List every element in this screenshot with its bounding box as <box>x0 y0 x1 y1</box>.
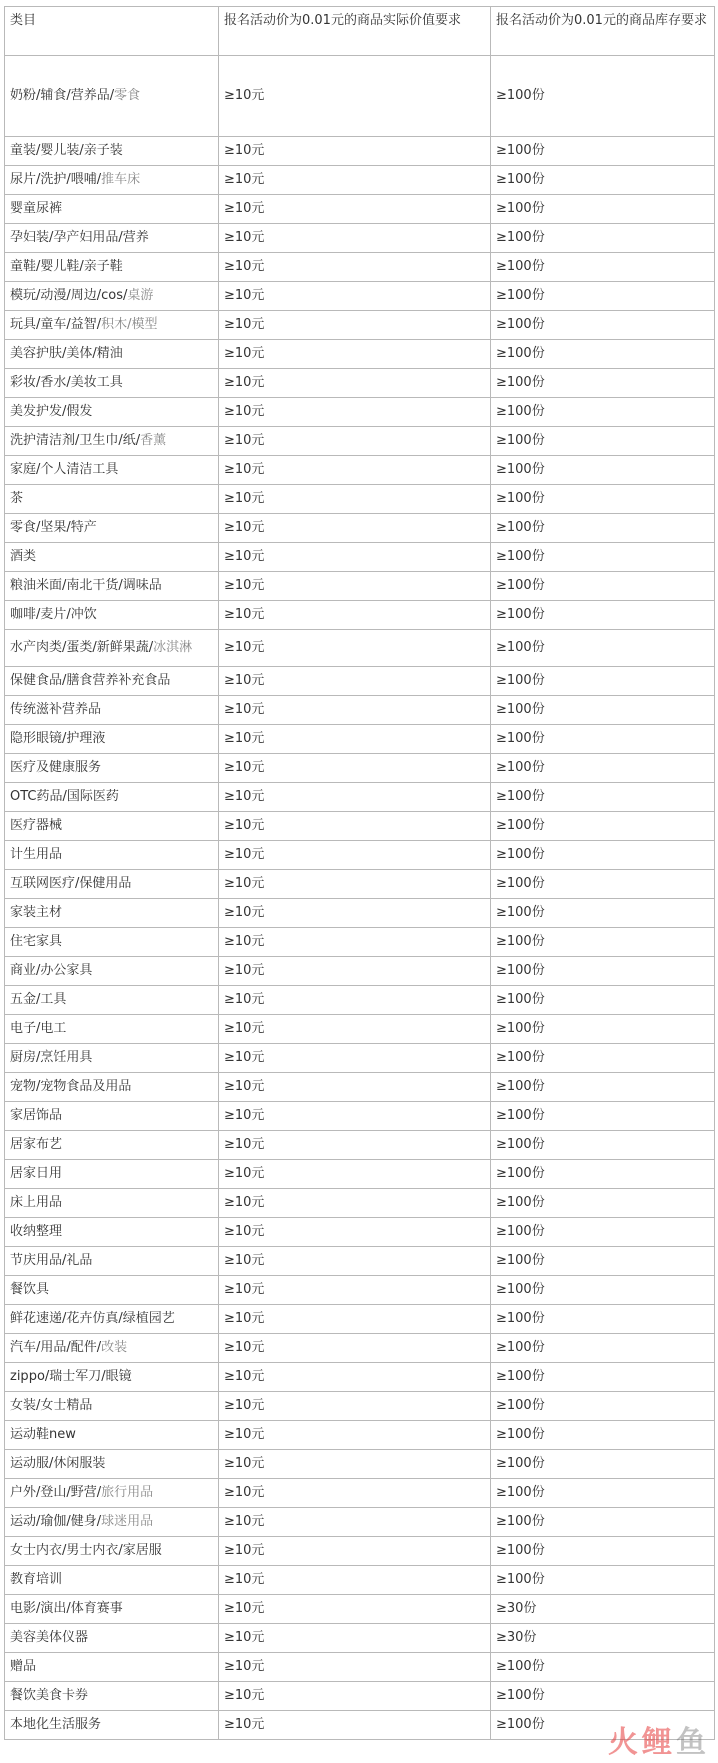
category-text: 运动/瑜伽/健身/ <box>10 1514 102 1529</box>
category-text: 模玩/动漫/周边/cos/ <box>10 288 128 303</box>
category-text: 收纳整理 <box>10 1224 63 1239</box>
cell-category <box>5 725 219 754</box>
cell-category <box>5 1276 219 1305</box>
cell-value-requirement: ≥10元 <box>219 1218 491 1247</box>
cell-category <box>5 1015 219 1044</box>
table-row <box>5 398 715 427</box>
cell-category <box>5 572 219 601</box>
category-text: 床上用品 <box>10 1195 63 1210</box>
cell-stock-requirement: ≥100份 <box>491 56 715 137</box>
cell-stock-requirement: ≥100份 <box>491 986 715 1015</box>
cell-category <box>5 1044 219 1073</box>
category-text: 奶粉/辅食/营养品/ <box>10 88 115 103</box>
category-muted-text: 旅行用品 <box>101 1485 154 1500</box>
cell-category <box>5 1479 219 1508</box>
cell-value-requirement: ≥10元 <box>219 928 491 957</box>
cell-stock-requirement: ≥100份 <box>491 1276 715 1305</box>
cell-value-requirement: ≥10元 <box>219 1276 491 1305</box>
cell-category <box>5 456 219 485</box>
category-text: 电子/电工 <box>10 1021 67 1036</box>
cell-category <box>5 1218 219 1247</box>
cell-category <box>5 1653 219 1682</box>
cell-category <box>5 601 219 630</box>
cell-stock-requirement: ≥100份 <box>491 1131 715 1160</box>
cell-value-requirement: ≥10元 <box>219 195 491 224</box>
cell-value-requirement: ≥10元 <box>219 224 491 253</box>
cell-category <box>5 224 219 253</box>
cell-stock-requirement: ≥100份 <box>491 1334 715 1363</box>
cell-value-requirement: ≥10元 <box>219 1334 491 1363</box>
cell-stock-requirement: ≥100份 <box>491 253 715 282</box>
category-text: 教育培训 <box>10 1572 63 1587</box>
category-text: 商业/办公家具 <box>10 963 93 978</box>
category-text: 美容护肤/美体/精油 <box>10 346 123 361</box>
category-text: 居家日用 <box>10 1166 63 1181</box>
category-text: 厨房/烹饪用具 <box>10 1050 93 1065</box>
cell-category <box>5 1537 219 1566</box>
category-text: 童鞋/婴儿鞋/亲子鞋 <box>10 259 123 274</box>
cell-category <box>5 282 219 311</box>
cell-category <box>5 1073 219 1102</box>
cell-value-requirement: ≥10元 <box>219 1102 491 1131</box>
table-row <box>5 986 715 1015</box>
category-text: 医疗器械 <box>10 818 63 833</box>
category-text: 玩具/童车/益智/ <box>10 317 102 332</box>
category-muted-text: 改装 <box>101 1340 128 1355</box>
cell-value-requirement: ≥10元 <box>219 340 491 369</box>
table-row <box>5 1421 715 1450</box>
cell-category <box>5 1102 219 1131</box>
cell-category <box>5 1247 219 1276</box>
cell-category <box>5 812 219 841</box>
table-row <box>5 1276 715 1305</box>
table-row <box>5 195 715 224</box>
cell-stock-requirement: ≥100份 <box>491 1653 715 1682</box>
table-row <box>5 696 715 725</box>
header-value-requirement: 报名活动价为0.01元的商品实际价值要求 <box>219 7 491 56</box>
cell-stock-requirement: ≥100份 <box>491 572 715 601</box>
cell-stock-requirement: ≥100份 <box>491 812 715 841</box>
cell-stock-requirement: ≥100份 <box>491 456 715 485</box>
table-header-row <box>5 7 715 56</box>
cell-value-requirement: ≥10元 <box>219 812 491 841</box>
cell-value-requirement: ≥10元 <box>219 1508 491 1537</box>
cell-value-requirement: ≥10元 <box>219 56 491 137</box>
table-row <box>5 369 715 398</box>
category-text: 户外/登山/野营/ <box>10 1485 102 1500</box>
table-row <box>5 1160 715 1189</box>
cell-stock-requirement: ≥100份 <box>491 1566 715 1595</box>
cell-stock-requirement: ≥100份 <box>491 1363 715 1392</box>
category-text: 赠品 <box>10 1659 37 1674</box>
category-text: 家居饰品 <box>10 1108 63 1123</box>
cell-value-requirement: ≥10元 <box>219 1363 491 1392</box>
category-text: 鲜花速递/花卉仿真/绿植园艺 <box>10 1311 175 1326</box>
cell-stock-requirement: ≥100份 <box>491 696 715 725</box>
cell-value-requirement: ≥10元 <box>219 572 491 601</box>
cell-value-requirement: ≥10元 <box>219 667 491 696</box>
category-text: 汽车/用品/配件/ <box>10 1340 102 1355</box>
cell-category <box>5 1334 219 1363</box>
cell-category <box>5 630 219 667</box>
category-text: 女士内衣/男士内衣/家居服 <box>10 1543 162 1558</box>
cell-value-requirement: ≥10元 <box>219 986 491 1015</box>
table-row <box>5 630 715 667</box>
category-muted-text: 香薰 <box>140 433 167 448</box>
cell-value-requirement: ≥10元 <box>219 1421 491 1450</box>
table-row <box>5 253 715 282</box>
cell-stock-requirement: ≥100份 <box>491 485 715 514</box>
cell-stock-requirement: ≥100份 <box>491 783 715 812</box>
table-row <box>5 725 715 754</box>
cell-category <box>5 957 219 986</box>
watermark-fish-text: 鱼 <box>676 1725 710 1760</box>
header-stock-requirement: 报名活动价为0.01元的商品库存要求 <box>491 7 715 56</box>
table-row <box>5 224 715 253</box>
cell-value-requirement: ≥10元 <box>219 456 491 485</box>
category-text: OTC药品/国际医药 <box>10 789 119 804</box>
cell-stock-requirement: ≥100份 <box>491 340 715 369</box>
table-row <box>5 514 715 543</box>
cell-stock-requirement: ≥100份 <box>491 224 715 253</box>
table-row <box>5 427 715 456</box>
cell-value-requirement: ≥10元 <box>219 543 491 572</box>
table-row <box>5 1392 715 1421</box>
cell-stock-requirement: ≥100份 <box>491 1218 715 1247</box>
cell-category <box>5 1450 219 1479</box>
cell-stock-requirement: ≥30份 <box>491 1595 715 1624</box>
watermark-text: 火鲤 <box>608 1725 676 1760</box>
category-text: 运动服/休闲服装 <box>10 1456 106 1471</box>
table-row <box>5 1711 715 1740</box>
cell-stock-requirement: ≥100份 <box>491 899 715 928</box>
table-row <box>5 1044 715 1073</box>
cell-category <box>5 195 219 224</box>
cell-value-requirement: ≥10元 <box>219 166 491 195</box>
cell-category <box>5 514 219 543</box>
cell-category <box>5 543 219 572</box>
cell-category <box>5 427 219 456</box>
cell-value-requirement: ≥10元 <box>219 1044 491 1073</box>
cell-stock-requirement: ≥100份 <box>491 1508 715 1537</box>
cell-value-requirement: ≥10元 <box>219 253 491 282</box>
category-text: 宠物/宠物食品及用品 <box>10 1079 132 1094</box>
cell-category <box>5 166 219 195</box>
cell-category <box>5 928 219 957</box>
table-row <box>5 485 715 514</box>
cell-category <box>5 1682 219 1711</box>
table-row <box>5 841 715 870</box>
cell-stock-requirement: ≥100份 <box>491 841 715 870</box>
cell-category <box>5 398 219 427</box>
cell-category <box>5 1305 219 1334</box>
cell-stock-requirement: ≥100份 <box>491 1711 715 1740</box>
category-text: 本地化生活服务 <box>10 1717 102 1732</box>
cell-value-requirement: ≥10元 <box>219 1479 491 1508</box>
cell-stock-requirement: ≥100份 <box>491 282 715 311</box>
cell-stock-requirement: ≥100份 <box>491 1392 715 1421</box>
cell-stock-requirement: ≥100份 <box>491 725 715 754</box>
category-muted-text: 推车床 <box>101 172 141 187</box>
cell-category <box>5 754 219 783</box>
cell-stock-requirement: ≥100份 <box>491 514 715 543</box>
cell-value-requirement: ≥10元 <box>219 282 491 311</box>
cell-stock-requirement: ≥100份 <box>491 137 715 166</box>
cell-value-requirement: ≥10元 <box>219 754 491 783</box>
cell-stock-requirement: ≥100份 <box>491 1682 715 1711</box>
cell-value-requirement: ≥10元 <box>219 870 491 899</box>
cell-stock-requirement: ≥100份 <box>491 166 715 195</box>
cell-category <box>5 1363 219 1392</box>
category-text: 咖啡/麦片/冲饮 <box>10 607 97 622</box>
table-row <box>5 1305 715 1334</box>
table-row <box>5 812 715 841</box>
cell-value-requirement: ≥10元 <box>219 1073 491 1102</box>
category-text: 水产肉类/蛋类/新鲜果蔬/ <box>10 640 154 655</box>
cell-category <box>5 667 219 696</box>
table-row <box>5 928 715 957</box>
cell-category <box>5 1392 219 1421</box>
cell-stock-requirement: ≥100份 <box>491 957 715 986</box>
category-muted-text: 桌游 <box>127 288 154 303</box>
table-row <box>5 1334 715 1363</box>
cell-value-requirement: ≥10元 <box>219 1160 491 1189</box>
cell-category <box>5 311 219 340</box>
cell-value-requirement: ≥10元 <box>219 1015 491 1044</box>
cell-stock-requirement: ≥100份 <box>491 1189 715 1218</box>
cell-category <box>5 1421 219 1450</box>
cell-category <box>5 1624 219 1653</box>
table-row <box>5 1102 715 1131</box>
table-row <box>5 137 715 166</box>
cell-stock-requirement: ≥100份 <box>491 870 715 899</box>
cell-value-requirement: ≥10元 <box>219 783 491 812</box>
cell-category <box>5 899 219 928</box>
cell-value-requirement: ≥10元 <box>219 1566 491 1595</box>
cell-value-requirement: ≥10元 <box>219 1653 491 1682</box>
cell-category <box>5 137 219 166</box>
category-text: 传统滋补营养品 <box>10 702 102 717</box>
cell-value-requirement: ≥10元 <box>219 485 491 514</box>
table-row <box>5 311 715 340</box>
table-row <box>5 601 715 630</box>
cell-stock-requirement: ≥100份 <box>491 1015 715 1044</box>
cell-value-requirement: ≥10元 <box>219 1450 491 1479</box>
cell-stock-requirement: ≥100份 <box>491 311 715 340</box>
cell-value-requirement: ≥10元 <box>219 514 491 543</box>
table-row <box>5 1566 715 1595</box>
cell-stock-requirement: ≥100份 <box>491 398 715 427</box>
category-text: 电影/演出/体育赛事 <box>10 1601 123 1616</box>
cell-category <box>5 1711 219 1740</box>
category-text: 居家布艺 <box>10 1137 63 1152</box>
cell-category <box>5 1508 219 1537</box>
cell-category <box>5 696 219 725</box>
cell-value-requirement: ≥10元 <box>219 601 491 630</box>
cell-stock-requirement: ≥100份 <box>491 601 715 630</box>
cell-stock-requirement: ≥100份 <box>491 630 715 667</box>
category-text: 美发护发/假发 <box>10 404 93 419</box>
cell-stock-requirement: ≥100份 <box>491 1044 715 1073</box>
table-row <box>5 166 715 195</box>
category-text: 女装/女士精品 <box>10 1398 93 1413</box>
table-row <box>5 899 715 928</box>
table-row <box>5 1247 715 1276</box>
table-row <box>5 667 715 696</box>
category-text: 孕妇装/孕产妇用品/营养 <box>10 230 149 245</box>
category-text: 节庆用品/礼品 <box>10 1253 93 1268</box>
category-text: 运动鞋new <box>10 1427 76 1442</box>
cell-stock-requirement: ≥100份 <box>491 369 715 398</box>
table-row <box>5 1508 715 1537</box>
cell-value-requirement: ≥10元 <box>219 427 491 456</box>
category-text: zippo/瑞士军刀/眼镜 <box>10 1369 132 1384</box>
cell-category <box>5 253 219 282</box>
cell-stock-requirement: ≥100份 <box>491 1073 715 1102</box>
cell-value-requirement: ≥10元 <box>219 369 491 398</box>
category-text: 互联网医疗/保健用品 <box>10 876 132 891</box>
category-text: 童装/婴儿装/亲子装 <box>10 143 123 158</box>
table-row <box>5 1682 715 1711</box>
cell-value-requirement: ≥10元 <box>219 311 491 340</box>
cell-category <box>5 1160 219 1189</box>
cell-value-requirement: ≥10元 <box>219 957 491 986</box>
category-requirements-table <box>4 6 715 1740</box>
cell-category <box>5 56 219 137</box>
cell-value-requirement: ≥10元 <box>219 1305 491 1334</box>
cell-value-requirement: ≥10元 <box>219 841 491 870</box>
category-text: 酒类 <box>10 549 37 564</box>
cell-stock-requirement: ≥100份 <box>491 667 715 696</box>
cell-value-requirement: ≥10元 <box>219 1537 491 1566</box>
cell-stock-requirement: ≥100份 <box>491 1479 715 1508</box>
cell-value-requirement: ≥10元 <box>219 1624 491 1653</box>
cell-category <box>5 870 219 899</box>
table-row <box>5 870 715 899</box>
cell-value-requirement: ≥10元 <box>219 1392 491 1421</box>
cell-category <box>5 986 219 1015</box>
category-text: 彩妆/香水/美妆工具 <box>10 375 123 390</box>
category-text: 保健食品/膳食营养补充食品 <box>10 673 171 688</box>
cell-stock-requirement: ≥100份 <box>491 1305 715 1334</box>
table-row <box>5 282 715 311</box>
category-text: 零食/坚果/特产 <box>10 520 97 535</box>
cell-stock-requirement: ≥30份 <box>491 1624 715 1653</box>
category-text: 婴童尿裤 <box>10 201 63 216</box>
category-text: 隐形眼镜/护理液 <box>10 731 106 746</box>
header-category: 类目 <box>5 7 219 56</box>
table-row <box>5 456 715 485</box>
cell-value-requirement: ≥10元 <box>219 1682 491 1711</box>
category-text: 餐饮美食卡券 <box>10 1688 89 1703</box>
table-row <box>5 1450 715 1479</box>
table-row <box>5 1595 715 1624</box>
table-row <box>5 543 715 572</box>
cell-category <box>5 1131 219 1160</box>
cell-category <box>5 1566 219 1595</box>
category-text: 家装主材 <box>10 905 63 920</box>
cell-value-requirement: ≥10元 <box>219 1247 491 1276</box>
cell-value-requirement: ≥10元 <box>219 696 491 725</box>
cell-stock-requirement: ≥100份 <box>491 1102 715 1131</box>
table-row <box>5 572 715 601</box>
category-text: 洗护清洁剂/卫生巾/纸/ <box>10 433 141 448</box>
cell-stock-requirement: ≥100份 <box>491 1450 715 1479</box>
table-row <box>5 1537 715 1566</box>
cell-stock-requirement: ≥100份 <box>491 928 715 957</box>
category-text: 餐饮具 <box>10 1282 50 1297</box>
cell-stock-requirement: ≥100份 <box>491 1421 715 1450</box>
cell-value-requirement: ≥10元 <box>219 1711 491 1740</box>
cell-value-requirement: ≥10元 <box>219 1189 491 1218</box>
category-text: 尿片/洗护/喂哺/ <box>10 172 102 187</box>
table-row <box>5 1363 715 1392</box>
table-body <box>5 56 715 1740</box>
category-muted-text: 冰淇淋 <box>153 640 193 655</box>
cell-category <box>5 340 219 369</box>
table-row <box>5 754 715 783</box>
category-text: 粮油米面/南北干货/调味品 <box>10 578 162 593</box>
table-row <box>5 1653 715 1682</box>
table-row <box>5 56 715 137</box>
category-muted-text: 积木/模型 <box>101 317 158 332</box>
cell-category <box>5 841 219 870</box>
table-row <box>5 1624 715 1653</box>
category-text: 五金/工具 <box>10 992 67 1007</box>
cell-category <box>5 1189 219 1218</box>
table-row <box>5 783 715 812</box>
cell-category <box>5 1595 219 1624</box>
category-text: 计生用品 <box>10 847 63 862</box>
cell-stock-requirement: ≥100份 <box>491 1247 715 1276</box>
cell-value-requirement: ≥10元 <box>219 899 491 928</box>
category-text: 茶 <box>10 491 24 506</box>
category-text: 医疗及健康服务 <box>10 760 102 775</box>
cell-category <box>5 369 219 398</box>
table-row <box>5 1015 715 1044</box>
cell-category <box>5 783 219 812</box>
table-row <box>5 1218 715 1247</box>
cell-stock-requirement: ≥100份 <box>491 195 715 224</box>
table-row <box>5 957 715 986</box>
cell-value-requirement: ≥10元 <box>219 1131 491 1160</box>
cell-value-requirement: ≥10元 <box>219 398 491 427</box>
cell-stock-requirement: ≥100份 <box>491 427 715 456</box>
category-text: 美容美体仪器 <box>10 1630 89 1645</box>
cell-stock-requirement: ≥100份 <box>491 1160 715 1189</box>
table-row <box>5 1479 715 1508</box>
cell-stock-requirement: ≥100份 <box>491 1537 715 1566</box>
cell-category <box>5 485 219 514</box>
table-row <box>5 340 715 369</box>
cell-stock-requirement: ≥100份 <box>491 754 715 783</box>
cell-value-requirement: ≥10元 <box>219 137 491 166</box>
cell-value-requirement: ≥10元 <box>219 725 491 754</box>
cell-stock-requirement: ≥100份 <box>491 543 715 572</box>
category-muted-text: 球迷用品 <box>101 1514 154 1529</box>
table-row <box>5 1189 715 1218</box>
category-text: 家庭/个人清洁工具 <box>10 462 119 477</box>
table-row <box>5 1131 715 1160</box>
table-row <box>5 1073 715 1102</box>
cell-value-requirement: ≥10元 <box>219 630 491 667</box>
cell-value-requirement: ≥10元 <box>219 1595 491 1624</box>
category-muted-text: 零食 <box>114 88 141 103</box>
category-text: 住宅家具 <box>10 934 63 949</box>
